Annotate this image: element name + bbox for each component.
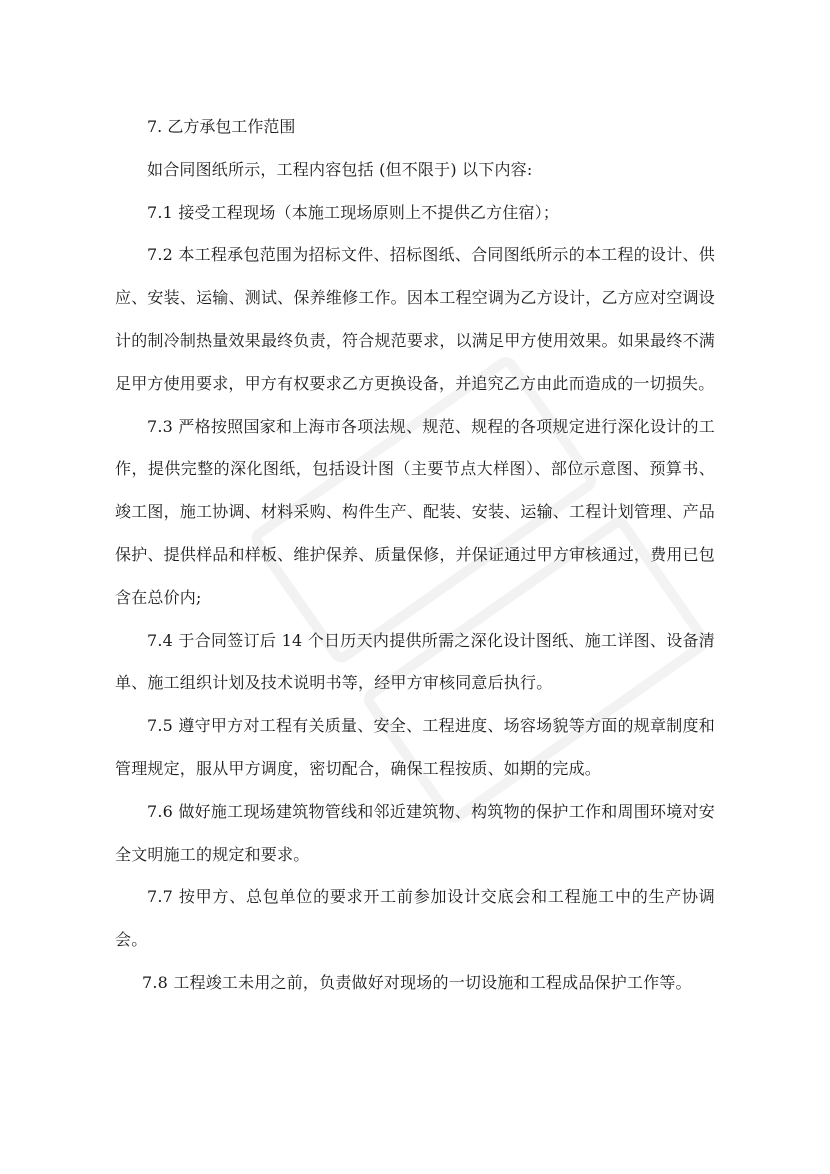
clause-7-2: 7.2 本工程承包范围为招标文件、招标图纸、合同图纸所示的本工程的设计、供应、安装、运输、测试、保养维修工作。因本工程空调为乙方设计，乙方应对空调设计的制冷制热量效果最终负责，符合规范要求，以满足甲方使用效果。如果最终不满足甲方使用要求，甲方有权要求乙方更换设备，并追究乙方由此而造成的一切损失。 (115, 245, 715, 393)
clause-7-4: 7.4 于合同签订后 14 个日历天内提供所需之深化设计图纸、施工详图、设备清单、施工组织计划及技术说明书等，经甲方审核同意后执行。 (115, 630, 715, 693)
clause-7-6: 7.6 做好施工现场建筑物管线和邻近建筑物、构筑物的保护工作和周围环境对安全文明施工的规定和要求。 (115, 801, 715, 864)
clause-7-5: 7.5 遵守甲方对工程有关质量、安全、工程进度、场容场貌等方面的规章制度和管理规定，服从甲方调度，密切配合，确保工程按质、如期的完成。 (115, 716, 715, 778)
section-intro: 如合同图纸所示，工程内容包括 (但不限于) 以下内容: (147, 159, 533, 179)
clause-7-1: 7.1 接受工程现场（本施工现场原则上不提供乙方住宿）； (147, 202, 560, 222)
clause-7-3: 7.3 严格按照国家和上海市各项法规、规范、规程的各项规定进行深化设计的工作，提供完整的深化图纸，包括设计图（主要节点大样图）、部位示意图、预算书、竣工图，施工协调、材料采购、构件生产、配装、安装、运输、工程计划管理、产品保护、提供样品和样板、维护保养、质量保修，并保证通过甲方审核通过，费用已包含在总价内; (115, 416, 715, 607)
clause-7-8: 7.8 工程竣工未用之前，负责做好对现场的一切设施和工程成品保护工作等。 (142, 972, 692, 992)
document-content (115, 106, 715, 1005)
clause-7-7: 7.7 按甲方、总包单位的要求开工前参加设计交底会和工程施工中的生产协调会。 (115, 887, 715, 950)
section-heading: 7. 乙方承包工作范围 (147, 117, 296, 136)
